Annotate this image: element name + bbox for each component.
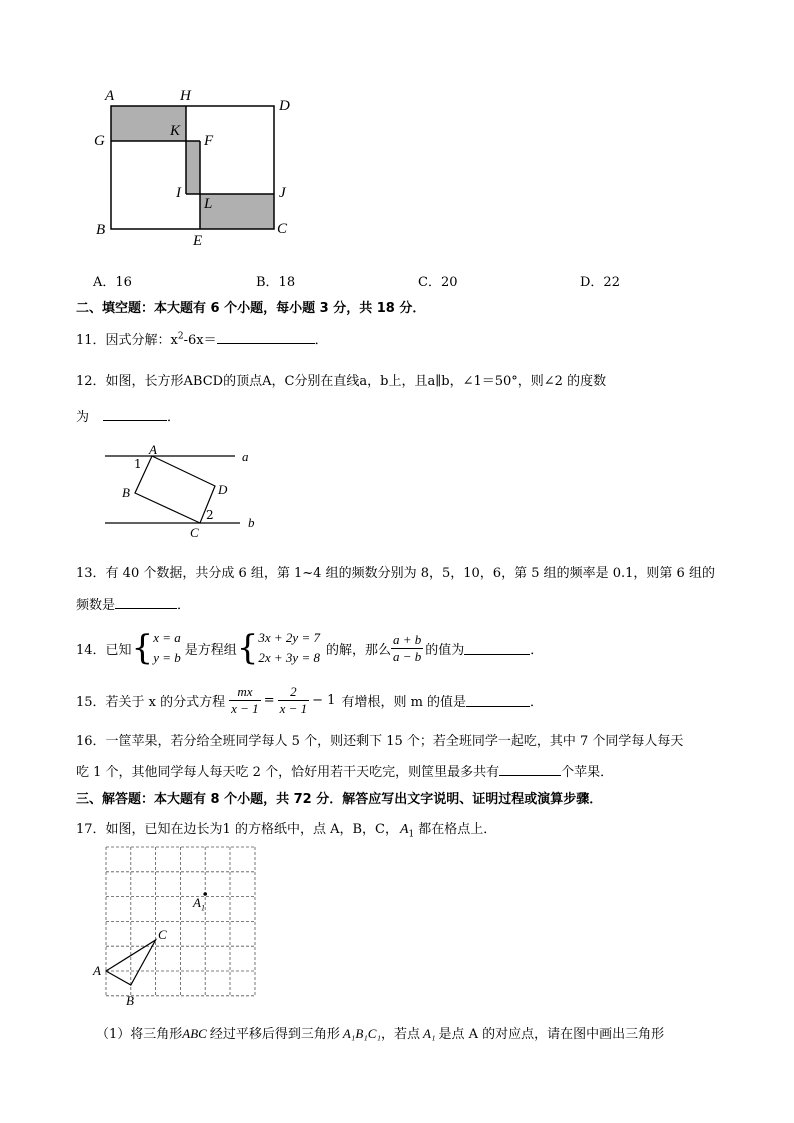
- section-3-heading: 三、解答题：本大题有 8 个小题，共 72 分．解答应写出文字说明、证明过程或演算步骤．: [76, 792, 603, 807]
- label-C: C: [277, 221, 288, 237]
- answer-blank-16[interactable]: [499, 763, 561, 776]
- label-D: D: [279, 98, 290, 114]
- label2-one: 1: [134, 457, 142, 471]
- label2-A: A: [149, 442, 157, 457]
- label2-two: 2: [206, 508, 214, 522]
- shaded-middle: [186, 141, 200, 194]
- label-H: H: [180, 88, 191, 104]
- label2-C: C: [190, 525, 199, 540]
- label-K: K: [170, 123, 181, 139]
- question-12-line2: 为 ．: [76, 410, 181, 425]
- question-11: 11．因式分解：$x^2-6x=$ ．: [76, 331, 328, 348]
- label2-a: a: [242, 449, 249, 464]
- option-d[interactable]: D．22: [580, 275, 620, 290]
- question-14: 14．已知 { x = a y = b 是方程组 { 3x + 2y = 7 2x + 3y = 8 的解，那么 $\frac{a + b}{a - b}$ 的值为 ．: [76, 628, 544, 668]
- question-17-part1: （1）将三角形ABC 经过平移后得到三角形 A₁B₁C₁，若点 A₁ 是点 A 的对应点，请在图中画出三角形: [96, 1026, 665, 1042]
- label-E: E: [193, 233, 203, 249]
- question-13-line2: 频数是 ．: [76, 598, 191, 613]
- answer-blank-14[interactable]: [464, 642, 530, 655]
- label-J: J: [279, 185, 286, 201]
- question-13-line1: 13．有 40 个数据，共分成 6 组，第 1~4 组的频数分别为 8，5，10，6，第 5 组的频率是 0.1，则第 6 组的: [76, 566, 715, 581]
- grid-label-A: A: [93, 963, 101, 978]
- label2-B: B: [122, 485, 130, 500]
- option-a[interactable]: A．16: [93, 275, 132, 290]
- question-17: 17．如图，已知在边长为1 的方格纸中，点 A，B，C， $A_1$ 都在格点上．: [76, 822, 497, 840]
- label-L: L: [204, 196, 213, 212]
- grid-figure: [96, 840, 266, 1010]
- label-A: A: [105, 88, 115, 104]
- label-G: G: [94, 133, 105, 149]
- grid-label-B: B: [126, 993, 134, 1008]
- grid-label-C: C: [158, 927, 167, 942]
- question-16-line1: 16．一筐苹果，若分给全班同学每人 5 个，则还剩下 15 个；若全班同学一起吃，其中 7 个同学每人每天: [76, 734, 684, 749]
- section-2-heading: 二、填空题：本大题有 6 个小题，每小题 3 分，共 18 分．: [76, 301, 426, 316]
- answer-blank-12[interactable]: [103, 408, 167, 421]
- label-F: F: [204, 133, 214, 149]
- question-12-line1: 12．如图，长方形ABCD的顶点A，C分别在直线a，b上，且a∥b，∠1＝50°，则∠2 的度数: [76, 374, 607, 389]
- question-15: 15．若关于 x 的分式方程 $\frac{mx}{x - 1}$ = $\frac{2}{x - 1}$ − 1 有增根，则 m 的值是 ．: [76, 683, 544, 716]
- label2-b: b: [248, 515, 255, 530]
- option-c[interactable]: C．20: [418, 275, 458, 290]
- question-16-line2: 吃 1 个，其他同学每人每天吃 2 个，恰好用若干天吃完，则筐里最多共有 个苹果．: [76, 765, 614, 780]
- label2-D: D: [218, 482, 228, 497]
- grid-label-A1: $A_1$: [193, 895, 205, 913]
- answer-blank-13[interactable]: [115, 596, 177, 609]
- answer-blank-11[interactable]: [217, 331, 315, 344]
- label-B: B: [96, 222, 106, 238]
- answer-blank-15[interactable]: [466, 694, 530, 707]
- label-I: I: [176, 185, 181, 201]
- option-b[interactable]: B．18: [256, 275, 296, 290]
